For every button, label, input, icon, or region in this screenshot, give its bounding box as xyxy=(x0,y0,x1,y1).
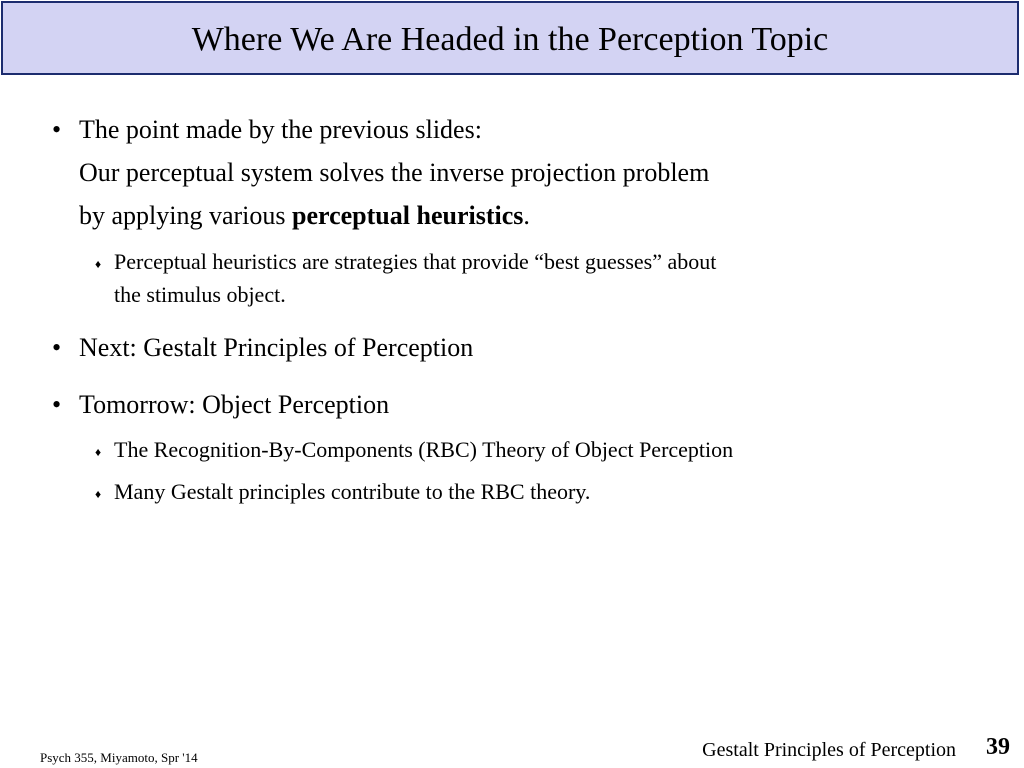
bullet-1-line-3 xyxy=(79,203,530,229)
sub-bullet-1-line-2: the stimulus object. xyxy=(114,282,286,307)
sub-bullet-1-line-1: Perceptual heuristics are strategies that provide “best guesses” about xyxy=(114,249,717,274)
page-number: 39 xyxy=(986,734,1010,760)
footer-course: Psych 355, Miyamoto, Spr '14 xyxy=(40,750,198,765)
bullet-3-text: Tomorrow: Object Perception xyxy=(79,390,390,419)
bullet-marker: • xyxy=(52,390,62,419)
footer-lecture-title: Gestalt Principles of Perception xyxy=(702,739,956,761)
bullet-1-line-3-prefix: by applying various xyxy=(79,201,293,230)
bullet-1-line-1: The point made by the previous slides: xyxy=(79,115,482,144)
bullet-marker: • xyxy=(52,115,62,144)
sub-bullet-marker: ♦ xyxy=(95,487,102,501)
sub-bullet-marker: ♦ xyxy=(95,445,102,459)
sub-bullet-3-2: Many Gestalt principles contribute to the RBC theory. xyxy=(114,479,591,504)
slide-title-bar xyxy=(1,1,1019,75)
slide-title: Where We Are Headed in the Perception Topic xyxy=(191,21,829,58)
bullet-1-line-2: Our perceptual system solves the inverse projection problem xyxy=(79,158,710,187)
bullet-marker: • xyxy=(52,333,62,362)
perceptual-heuristics-emphasis: perceptual heuristics xyxy=(292,201,524,230)
bullet-2-text: Next: Gestalt Principles of Perception xyxy=(79,333,474,362)
sub-bullet-marker: ♦ xyxy=(95,257,102,271)
bullet-1-line-3-suffix: . xyxy=(523,201,530,230)
sub-bullet-3-1: The Recognition-By-Components (RBC) Theory of Object Perception xyxy=(114,437,734,462)
